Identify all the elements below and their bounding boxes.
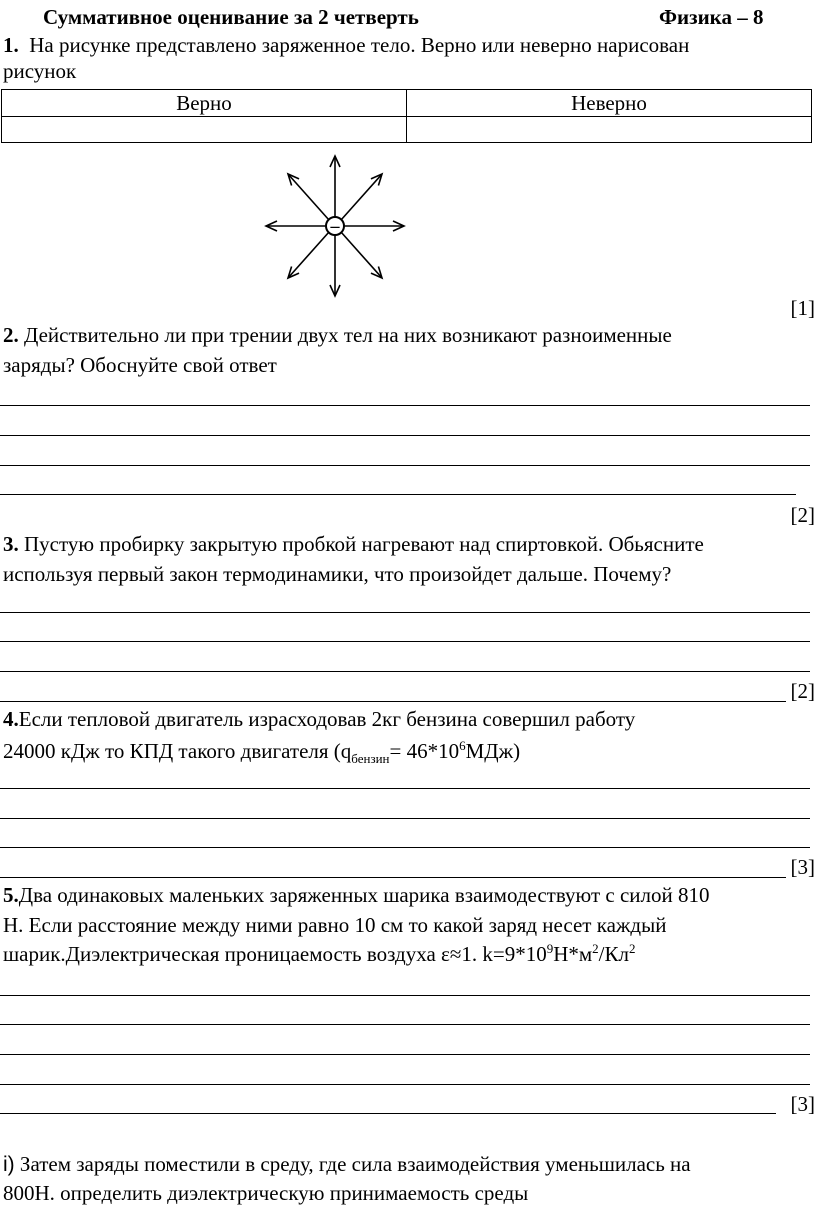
q2-answer-line-3[interactable] [0, 465, 810, 466]
q5-exponent-3: 2 [629, 941, 636, 956]
col-false-header: Неверно [407, 90, 812, 117]
q5-score: [3] [790, 1092, 815, 1116]
q2-number: 2. [3, 323, 19, 347]
q5i-line1: Затем заряды поместили в среду, где сила взаимодействия уменьшилась на [14, 1152, 691, 1176]
q1-text-line1 [3, 32, 689, 58]
q5-answer-line-4[interactable] [0, 1084, 810, 1085]
col-true-header: Верно [2, 90, 407, 117]
charged-body-figure [260, 150, 410, 302]
answer-cell-false[interactable] [407, 117, 812, 143]
q5-exponent-1: 9 [546, 941, 554, 956]
q2-answer-line-4[interactable] [0, 494, 796, 495]
q1-text-line2: рисунок [3, 59, 77, 83]
q5-constant-start: шарик.Диэлектрическая проницаемость воздуха ε≈1. k=9*10 [3, 942, 547, 966]
q2-text-line2: заряды? Обоснуйте свой ответ [3, 353, 277, 377]
arrow-down-left [288, 232, 329, 278]
q5-answer-line-3[interactable] [0, 1054, 810, 1055]
q4-answer-line-3[interactable] [0, 847, 810, 848]
q4-formula-mid: = 46*10 [389, 739, 460, 763]
charge-sign: – [330, 215, 340, 236]
q3-line1: Пустую пробирку закрытую пробкой нагревают над спиртовкой. Обьясните [18, 532, 704, 556]
q5i-text-line2: 800Н. определить диэлектрическую принимаемость среды [3, 1181, 529, 1205]
q5-number: 5. [3, 883, 19, 907]
q3-answer-line-2[interactable] [0, 641, 810, 642]
q3-score: [2] [790, 679, 815, 703]
q5-answer-line-2[interactable] [0, 1024, 810, 1025]
worksheet-title: Суммативное оценивание за 2 четверть [43, 5, 419, 29]
q5-answer-line-1[interactable] [0, 995, 810, 996]
q1-number: 1. [3, 33, 19, 57]
q4-subscript: бензин [351, 751, 390, 767]
q5-unit-1: Н*м [553, 942, 593, 966]
q4-formula-end: МДж) [465, 739, 521, 763]
q2-text-line1 [3, 322, 672, 348]
q5i-text-line1 [3, 1151, 691, 1178]
q2-answer-line-1[interactable] [0, 405, 810, 406]
q4-answer-line-2[interactable] [0, 818, 810, 819]
q5-answer-line-5[interactable] [0, 1113, 776, 1114]
answer-cell-true[interactable] [2, 117, 407, 143]
q1-line1: На рисунке представлено заряженное тело. Верно или неверно нарисован [29, 33, 690, 57]
q5-exponent-2: 2 [592, 941, 599, 956]
q3-answer-line-4[interactable] [0, 701, 786, 702]
q5-text-line3 [3, 941, 636, 967]
q2-answer-line-2[interactable] [0, 435, 810, 436]
arrow-up-left [288, 174, 329, 220]
answer-table [1, 89, 812, 143]
q5-unit-2: /Кл [598, 942, 629, 966]
q3-answer-line-3[interactable] [0, 671, 810, 672]
subject-label: Физика – 8 [659, 5, 764, 29]
q4-formula-start: 24000 кДж то КПД такого двигателя (q [3, 739, 352, 763]
q5-text-line2: Н. Если расстояние между ними равно 10 см то какой заряд несет каждый [3, 913, 667, 937]
arrow-up-right [341, 174, 382, 220]
arrow-down-right [341, 232, 382, 278]
q4-text-line2 [3, 738, 521, 767]
q4-number: 4. [3, 707, 19, 731]
q2-score: [2] [790, 503, 815, 527]
q4-line1: Если тепловой двигатель израсходовав 2кг бензина совершил работу [18, 707, 636, 731]
q3-text-line1 [3, 531, 704, 557]
q4-exponent: 6 [459, 738, 466, 753]
q5i-label: i) [3, 1153, 15, 1176]
q2-line1: Действительно ли при трении двух тел на них возникают разноименные [18, 323, 672, 347]
q5-text-line1 [3, 882, 710, 908]
q3-answer-line-1[interactable] [0, 612, 810, 613]
q5-line1: Два одинаковых маленьких заряженных шарика взаимодествуют с силой 810 [18, 883, 710, 907]
q3-text-line2: используя первый закон термодинамики, что произойдет дальше. Почему? [3, 562, 672, 586]
q4-answer-line-4[interactable] [0, 877, 786, 878]
q1-score: [1] [790, 296, 815, 320]
q4-answer-line-1[interactable] [0, 788, 810, 789]
q4-text-line1 [3, 706, 635, 732]
q4-score: [3] [790, 855, 815, 879]
q3-number: 3. [3, 532, 19, 556]
